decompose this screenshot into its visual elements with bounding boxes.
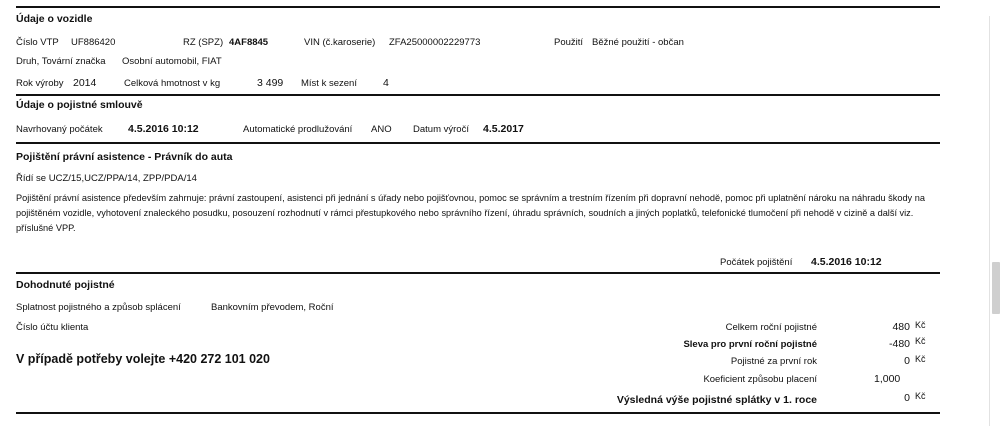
contract-start-value: 4.5.2016 10:12 [128,123,199,135]
anniversary-label: Datum výročí [413,124,469,135]
weight-label: Celková hmotnost v kg [124,78,221,89]
vin-label: VIN (č.karoserie) [304,37,376,48]
renewal-value: ANO [371,124,392,135]
vin-value: ZFA25000002229773 [389,37,481,48]
bottom-rule [16,412,940,414]
agreed-rule [16,272,940,274]
legal-start-value: 4.5.2016 10:12 [811,256,882,268]
summary-row-label-total: Celkem roční pojistné [725,322,817,333]
result-unit: Kč [915,391,926,401]
contract-start-label: Navrhovaný počátek [16,124,103,135]
seats-value: 4 [383,77,389,89]
seats-label: Míst k sezení [301,78,357,89]
weight-value: 3 499 [257,77,284,89]
summary-row-label-coefficient: Koeficient způsobu placení [703,374,817,385]
legal-codes: Řídí se UCZ/15,UCZ/PPA/14, ZPP/PDA/14 [16,173,197,184]
summary-row-value-total: 480 [892,321,910,333]
summary-row-label-discount: Sleva pro první roční pojistné [683,339,817,350]
vtp-label: Číslo VTP [16,37,59,48]
vehicle-heading: Údaje o vozidle [16,13,93,25]
top-rule [16,6,940,8]
summary-row-unit-discount: Kč [915,336,926,346]
legal-rule [16,142,940,144]
renewal-label: Automatické prodlužování [243,124,353,135]
anniversary-value: 4.5.2017 [483,123,524,135]
phone-notice: V případě potřeby volejte +420 272 101 020 [16,352,270,366]
year-value: 2014 [73,77,97,89]
payment-label: Splatnost pojistného a způsob splácení [16,302,181,313]
summary-row-label-first-year: Pojistné za první rok [730,356,817,367]
summary-row-value-first-year: 0 [904,355,910,367]
contract-rule [16,94,940,96]
rz-label: RZ (SPZ) [183,37,224,48]
agreed-heading: Dohodnuté pojistné [16,279,115,291]
result-value: 0 [904,392,910,404]
result-label: Výsledná výše pojistné splátky v 1. roce [616,394,817,406]
legal-heading: Pojištění právní asistence - Právník do auta [16,151,233,163]
make-value: Osobní automobil, FIAT [122,56,222,67]
contract-heading: Údaje o pojistné smlouvě [16,99,143,111]
summary-row-value-discount: -480 [888,338,910,350]
scrollbar-track[interactable] [990,0,1002,426]
summary-row-unit-total: Kč [915,320,926,330]
use-value: Běžné použití - občan [592,37,684,48]
summary-row-unit-first-year: Kč [915,354,926,364]
vtp-value: UF886420 [71,37,116,48]
payment-value: Bankovním převodem, Roční [211,302,334,313]
year-label: Rok výroby [16,78,64,89]
account-label: Číslo účtu klienta [16,322,89,333]
use-label: Použití [554,37,584,48]
make-label: Druh, Tovární značka [16,56,106,67]
scrollbar-thumb[interactable] [992,262,1000,314]
legal-description: Pojištění právní asistence především zahrnuje: právní zastoupení, asistenci při jednání s úřady nebo pojišťovnou, pomoc se správním a trestním řízením při dopravní nehodě, pomoc při uplatnění nároku na náhradu škody na pojištěném vozidle, vyhotovení znaleckého posudku, posouzení rozhodnutí v rámci přestupkového nebo správního řízení, úhradu správních, soudních a jiných poplatků, telefonické tlumočení při nehodě v cizině a další viz. příslušné VPP. [16,193,925,233]
rz-value: 4AF8845 [229,37,269,48]
legal-start-label: Počátek pojištění [720,257,793,268]
summary-row-value-coefficient: 1,000 [874,373,901,385]
